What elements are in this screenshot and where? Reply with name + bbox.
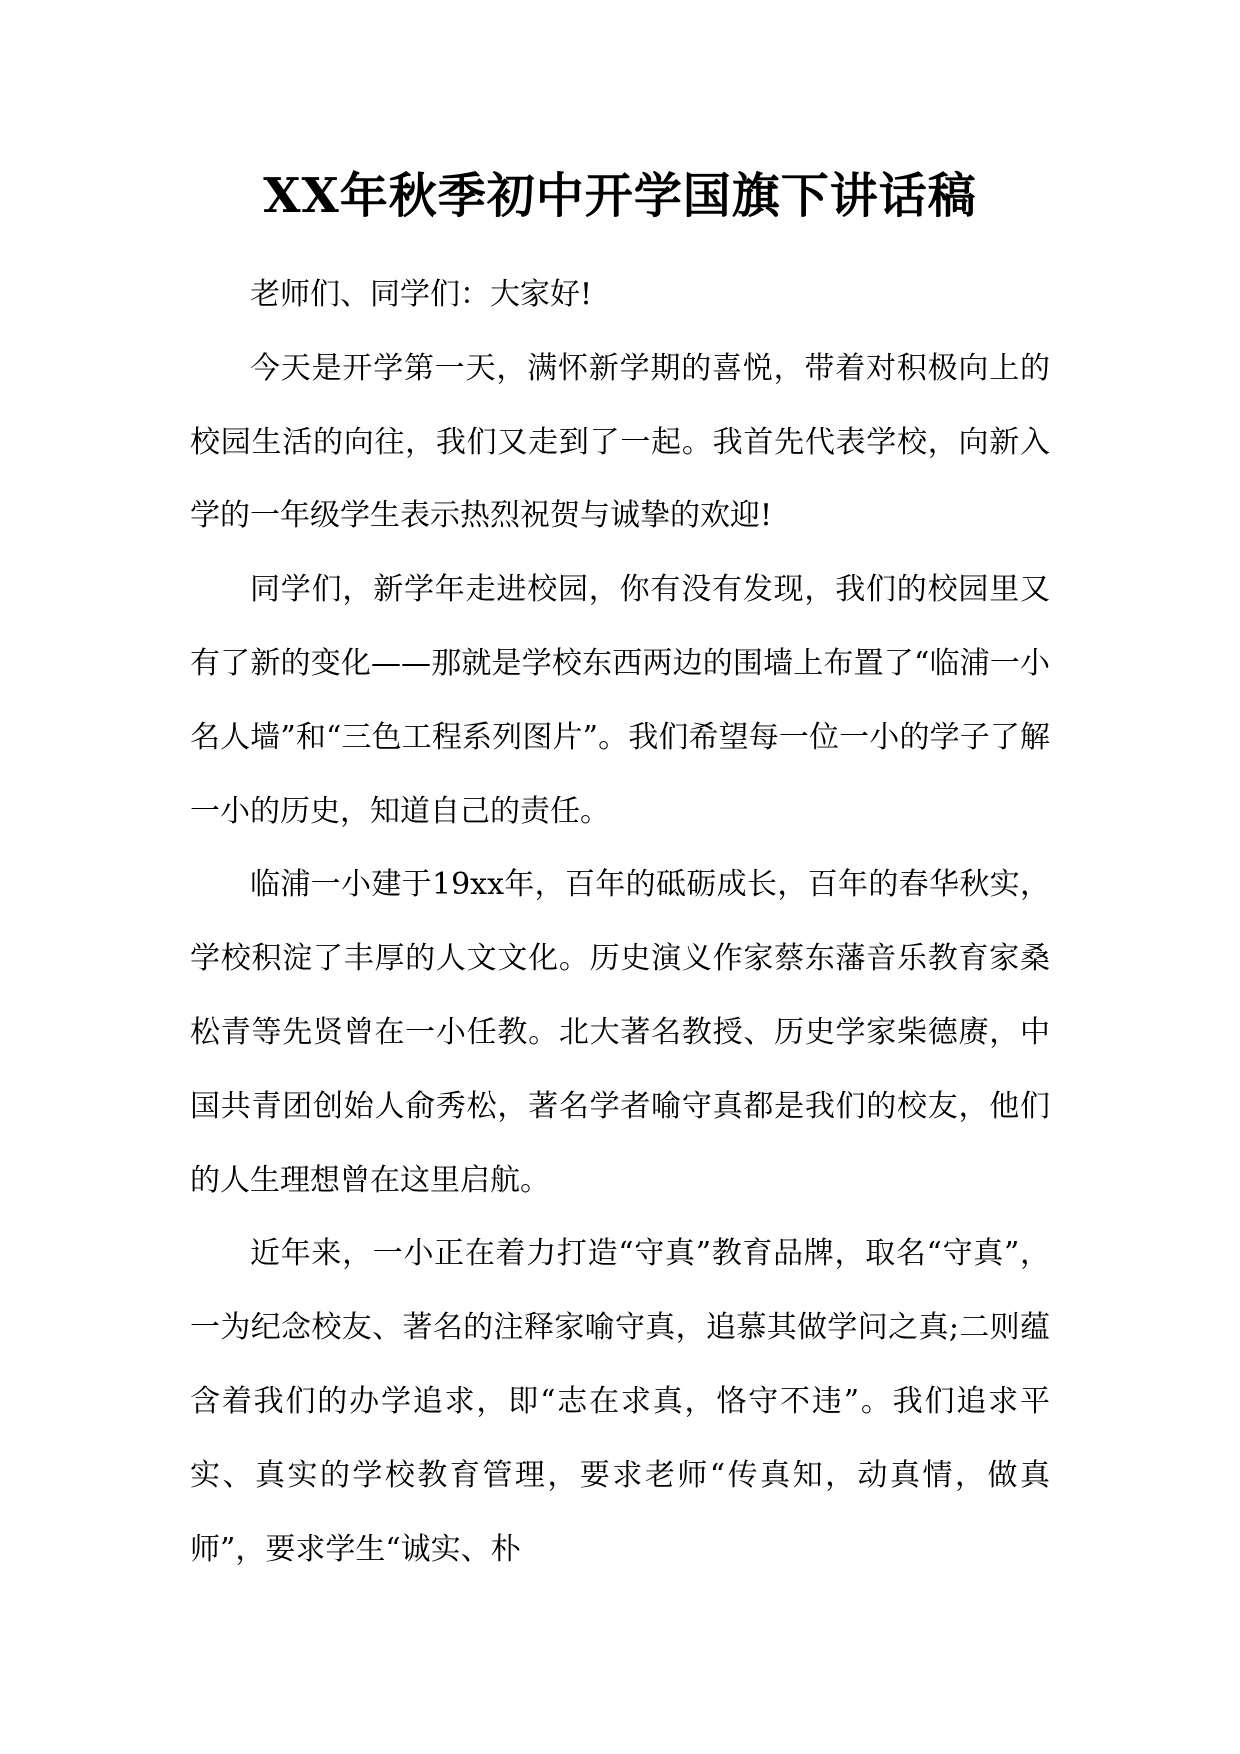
document-body bbox=[190, 258, 1050, 1586]
body-paragraph: 临浦一小建于19xx年，百年的砥砺成长，百年的春华秋实，学校积淀了丰厚的人文文化。历史演义作家蔡东藩音乐教育家桑松青等先贤曾在一小任教。北大著名教授、历史学家柴德赓，中国共青团创始人俞秀松，著名学者喻守真都是我们的校友，他们的人生理想曾在这里启航。 bbox=[190, 867, 1050, 1198]
body-paragraph: 同学们，新学年走进校园，你有没有发现，我们的校园里又有了新的变化——那就是学校东西两边的围墙上布置了“临浦一小名人墙”和“三色工程系列图片”。我们希望每一位一小的学子了解一小的历史，知道自己的责任。 bbox=[190, 572, 1050, 829]
document-title: XX年秋季初中开学国旗下讲话稿 bbox=[263, 168, 977, 224]
body-paragraph: 今天是开学第一天，满怀新学期的喜悦，带着对积极向上的校园生活的向往，我们又走到了一起。我首先代表学校，向新入学的一年级学生表示热烈祝贺与诚挚的欢迎! bbox=[190, 350, 1050, 534]
greeting-paragraph: 老师们、同学们：大家好! bbox=[250, 277, 593, 312]
body-paragraph: 近年来，一小正在着力打造“守真”教育品牌，取名“守真”，一为纪念校友、著名的注释家喻守真，追慕其做学问之真;二则蕴含着我们的办学追求，即“志在求真，恪守不违”。我们追求平实、真实的学校教育管理，要求老师“传真知，动真情，做真师”，要求学生“诚实、朴 bbox=[190, 1236, 1050, 1567]
